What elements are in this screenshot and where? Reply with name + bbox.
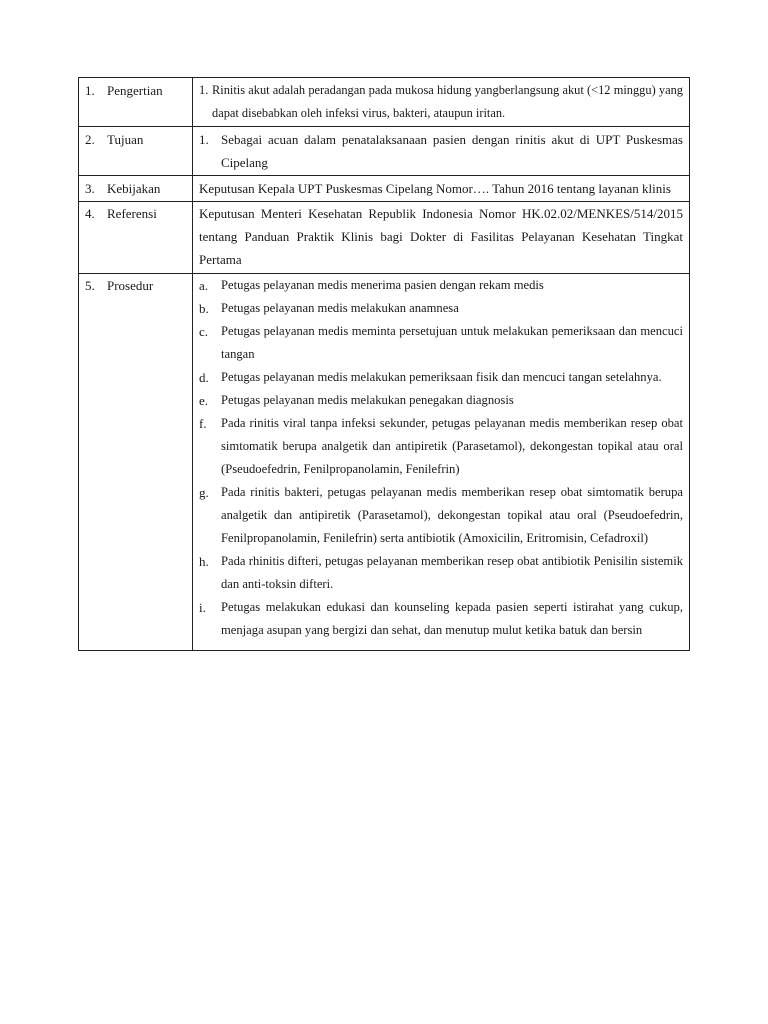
row-content-cell xyxy=(193,176,690,202)
list-marker: 1. xyxy=(199,132,209,147)
procedure-step-text: Petugas pelayanan medis melakukan penegakan diagnosis xyxy=(221,393,514,407)
row-label-cell xyxy=(79,202,193,274)
list-marker: f. xyxy=(199,416,207,431)
table-row-tujuan xyxy=(79,127,690,176)
procedure-step-text: Pada rinitis bakteri, petugas pelayanan medis memberikan resep obat simtomatik berupa analgetik dan antipiretik (Parasetamol), dekongestan topikal atau oral (Pseudoefedrin, Fenilpropanolamin, Fenilefrin) serta antibiotik (Amoxicilin, Eritromisin, Cefadroxil) xyxy=(221,485,683,545)
procedure-step xyxy=(199,366,683,389)
row-label-cell xyxy=(79,176,193,202)
row-label-cell xyxy=(79,127,193,176)
procedure-step-text: Petugas pelayanan medis melakukan anamnesa xyxy=(221,301,459,315)
list-marker: c. xyxy=(199,324,209,339)
row-label-cell xyxy=(79,78,193,127)
table-row-prosedur xyxy=(79,274,690,651)
list-marker: 1. xyxy=(199,83,209,97)
policy-text: Keputusan Kepala UPT Puskesmas Cipelang Nomor…. Tahun 2016 tentang layanan klinis xyxy=(199,181,671,196)
row-number: 2. xyxy=(85,132,95,147)
row-label: Referensi xyxy=(107,206,157,221)
row-content-cell xyxy=(193,274,690,651)
procedure-step xyxy=(199,596,683,642)
row-content-cell xyxy=(193,78,690,127)
procedure-step xyxy=(199,297,683,320)
row-number: 5. xyxy=(85,278,95,293)
table-row-referensi xyxy=(79,202,690,274)
row-number: 3. xyxy=(85,181,95,196)
row-content-cell xyxy=(193,127,690,176)
list-marker: d. xyxy=(199,370,209,385)
row-label: Kebijakan xyxy=(107,181,161,196)
row-content-cell xyxy=(193,202,690,274)
row-label: Prosedur xyxy=(107,278,154,293)
row-number: 4. xyxy=(85,206,95,221)
procedure-step-text: Petugas pelayanan medis melakukan pemeriksaan fisik dan mencuci tangan setelahnya. xyxy=(221,370,662,384)
row-label: Pengertian xyxy=(107,83,163,98)
list-marker: i. xyxy=(199,600,206,615)
sop-table xyxy=(78,77,690,651)
procedure-step xyxy=(199,481,683,550)
list-marker: b. xyxy=(199,301,209,316)
procedure-step xyxy=(199,274,683,297)
definition-text: Rinitis akut adalah peradangan pada mukosa hidung yangberlangsung akut (<12 minggu) yang dapat disebabkan oleh infeksi virus, bakteri, ataupun iritan. xyxy=(212,83,683,120)
procedure-step xyxy=(199,389,683,412)
procedure-step-text: Pada rhinitis difteri, petugas pelayanan memberikan resep obat antibiotik Penisilin sistemik dan anti-toksin difteri. xyxy=(221,554,683,591)
procedure-step xyxy=(199,320,683,366)
table-row-pengertian xyxy=(79,78,690,127)
table-row-kebijakan xyxy=(79,176,690,202)
reference-text: Keputusan Menteri Kesehatan Republik Indonesia Nomor HK.02.02/MENKES/514/2015 tentang Panduan Praktik Klinis bagi Dokter di Fasilitas Pelayanan Kesehatan Tingkat Pertama xyxy=(199,206,683,267)
list-marker: h. xyxy=(199,554,209,569)
purpose-text: Sebagai acuan dalam penatalaksanaan pasien dengan rinitis akut di UPT Puskesmas Cipelang xyxy=(221,132,683,170)
list-marker: g. xyxy=(199,485,209,500)
row-label-cell xyxy=(79,274,193,651)
procedure-step-text: Petugas melakukan edukasi dan kounseling kepada pasien seperti istirahat yang cukup, menjaga asupan yang bergizi dan sehat, dan menutup mulut ketika batuk dan bersin xyxy=(221,600,683,637)
row-label: Tujuan xyxy=(107,132,144,147)
procedure-step xyxy=(199,550,683,596)
procedure-step-text: Petugas pelayanan medis menerima pasien dengan rekam medis xyxy=(221,278,544,292)
list-marker: e. xyxy=(199,393,209,408)
procedure-step-text: Petugas pelayanan medis meminta persetujuan untuk melakukan pemeriksaan dan mencuci tangan xyxy=(221,324,683,361)
procedure-step-text: Pada rinitis viral tanpa infeksi sekunder, petugas pelayanan medis memberikan resep obat simtomatik berupa analgetik dan antipiretik (Parasetamol), dekongestan topikal atau oral (Pseudoefedrin, Fenilpropanolamin, Fenilefrin) xyxy=(221,416,683,476)
procedure-step xyxy=(199,412,683,481)
list-marker: a. xyxy=(199,278,209,293)
row-number: 1. xyxy=(85,83,95,98)
